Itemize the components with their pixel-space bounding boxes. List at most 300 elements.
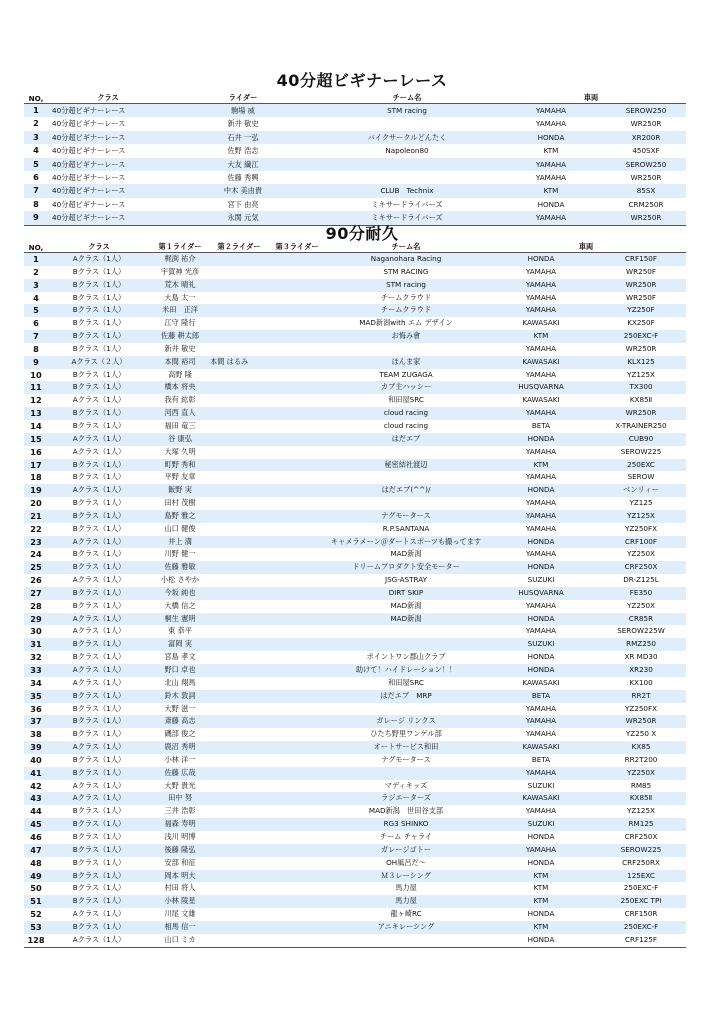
- cell-rider: 新井 敬史: [227, 119, 259, 129]
- cell-model: CR85R: [596, 613, 686, 626]
- cell-rider1: 川尾 文雄: [164, 909, 196, 919]
- cell-maker: BETA: [531, 420, 551, 430]
- cell-team: STM racing: [318, 104, 496, 118]
- cell-class: Bクラス（1人）: [48, 279, 150, 292]
- cell-rider1: 川野 健一: [164, 549, 196, 559]
- cell-rider1: 大野 滋一: [164, 703, 196, 713]
- cell-class: 40分超ビギナーレース: [48, 184, 168, 197]
- table-row: [24, 600, 686, 613]
- cell-rider2: [210, 780, 268, 793]
- cell-team: チーム チャライ: [379, 831, 433, 841]
- table-row: [24, 144, 686, 157]
- cell-model: CRF150R: [624, 909, 658, 919]
- cell-model: RM85: [630, 780, 652, 790]
- cell-rider3: [268, 433, 326, 446]
- cell-class: Bクラス（1人）: [72, 806, 126, 816]
- cell-rider1: 大橋 信之: [164, 600, 196, 610]
- cell-maker: SUZUKI: [486, 818, 596, 831]
- cell-rider1: 小林 陵星: [150, 895, 210, 908]
- cell-class: 40分超ビギナーレース: [48, 104, 168, 118]
- cell-model: YZ250F: [596, 304, 686, 317]
- cell-team: [326, 497, 486, 510]
- table-row: [24, 613, 686, 626]
- cell-rider2: [210, 459, 268, 472]
- cell-maker: HONDA: [486, 613, 596, 626]
- cell-no: 34: [30, 677, 42, 688]
- cell-team: cloud racing: [383, 420, 429, 430]
- cell-rider1: 鈴木 敦詞: [150, 690, 210, 703]
- cell-rider3: [268, 818, 326, 831]
- cell-no: 1: [24, 104, 48, 118]
- cell-maker: KTM: [486, 870, 596, 883]
- cell-no: 30: [30, 626, 42, 637]
- cell-rider2: [210, 510, 268, 523]
- table-row: [24, 117, 686, 130]
- cell-rider3: [268, 381, 326, 394]
- cell-maker: KTM: [533, 883, 549, 893]
- cell-rider2: [210, 279, 268, 292]
- cell-maker: HONDA: [486, 934, 596, 947]
- cell-team: STM racing: [326, 279, 486, 292]
- cell-class: Bクラス（1人）: [48, 844, 150, 857]
- cell-no: 41: [24, 767, 48, 780]
- cell-rider: 中木 美由貴: [168, 184, 318, 197]
- cell-rider1: 岡本 明大: [150, 870, 210, 883]
- table-row: [24, 369, 686, 382]
- cell-rider3: [268, 613, 326, 626]
- cell-team: 和田屋SRC: [388, 395, 424, 405]
- cell-model: RM125: [596, 818, 686, 831]
- cell-rider1: 東 恭平: [168, 626, 192, 636]
- cell-rider3: [268, 304, 326, 317]
- cell-maker: KTM: [486, 895, 596, 908]
- cell-model: CRF250X: [596, 561, 686, 574]
- cell-maker: KAWASAKI: [486, 741, 596, 754]
- cell-no: 39: [24, 741, 48, 754]
- cell-rider3: [268, 895, 326, 908]
- table-row: [24, 882, 686, 895]
- cell-maker: HONDA: [486, 433, 596, 446]
- cell-team: CLUB Technix: [318, 184, 496, 197]
- cell-team: TEAM ZUGAGA: [379, 369, 433, 379]
- table-row: [24, 407, 686, 420]
- cell-rider3: [268, 356, 326, 369]
- cell-model: KX250F: [627, 318, 655, 328]
- cell-rider3: [268, 279, 326, 292]
- cell-rider1: 山口 健俊: [164, 523, 196, 533]
- cell-rider2: [210, 317, 268, 330]
- cell-team: Naganohara Racing: [326, 253, 486, 266]
- cell-class: Bクラス（1人）: [72, 600, 126, 610]
- cell-team: バイクサークルどんたく: [318, 131, 496, 144]
- cell-rider1: 後藤 隆弘: [150, 844, 210, 857]
- cell-model: CRF250X: [624, 831, 658, 841]
- cell-maker: KAWASAKI: [486, 792, 596, 805]
- cell-rider2: [210, 266, 268, 279]
- cell-no: 28: [30, 600, 42, 611]
- table-row: [24, 870, 686, 883]
- section1-title: 40分超ビギナーレース: [276, 71, 448, 90]
- cell-rider2: [210, 934, 268, 947]
- cell-no: 31: [24, 638, 48, 651]
- cell-model: X-TRAINER250: [615, 420, 667, 430]
- cell-team: R.P.SANTANA: [382, 523, 430, 533]
- cell-no: 17: [24, 459, 48, 472]
- cell-class: Bクラス（1人）: [48, 407, 150, 420]
- cell-rider2: [210, 420, 268, 433]
- cell-maker: YAMAHA: [496, 104, 606, 118]
- cell-rider1: 高野 隆: [168, 369, 192, 379]
- cell-rider2: [210, 484, 268, 497]
- cell-team: [326, 446, 486, 459]
- cell-no: 16: [30, 446, 42, 457]
- cell-rider3: [268, 934, 326, 947]
- table-row: [24, 253, 686, 266]
- table-row: [24, 304, 686, 317]
- cell-model: DR-Z125L: [623, 575, 659, 585]
- cell-team: MAD新潟: [326, 613, 486, 626]
- table-row: [24, 523, 686, 536]
- cell-model: 250EXC-F: [596, 330, 686, 343]
- cell-no: 11: [24, 381, 48, 394]
- cell-team: 和田屋SRC: [388, 677, 424, 687]
- cell-class: Bクラス（1人）: [48, 715, 150, 728]
- cell-rider2: [210, 792, 268, 805]
- cell-team: ほんま家: [326, 356, 486, 369]
- table-row: [24, 536, 686, 549]
- cell-maker: BETA: [486, 690, 596, 703]
- cell-maker: YAMAHA: [486, 844, 596, 857]
- table-row: [24, 548, 686, 561]
- cell-no: 8: [33, 198, 39, 209]
- cell-rider1: 新井 敬史: [164, 343, 196, 353]
- cell-class: Bクラス（1人）: [72, 266, 126, 276]
- cell-rider3: [268, 266, 326, 279]
- cell-rider2: [210, 381, 268, 394]
- cell-maker: HONDA: [486, 536, 596, 549]
- cell-rider3: [268, 369, 326, 382]
- table-row: [24, 844, 686, 857]
- cell-model: CRF150F: [596, 253, 686, 266]
- cell-no: 18: [30, 472, 42, 483]
- cell-rider3: [268, 664, 326, 677]
- cell-no: 35: [24, 690, 48, 703]
- cell-model: YZ125X: [627, 369, 655, 379]
- cell-rider2: [210, 407, 268, 420]
- cell-rider2: 本間 はるみ: [210, 356, 268, 369]
- cell-class: Bクラス（1人）: [72, 652, 126, 662]
- cell-team: [318, 117, 496, 130]
- cell-model: WR250R: [606, 211, 686, 225]
- cell-no: 9: [24, 211, 48, 225]
- cell-model: RR2T200: [624, 754, 658, 764]
- cell-class: 40分超ビギナーレース: [52, 199, 126, 209]
- cell-rider3: [268, 471, 326, 484]
- cell-class: Bクラス（1人）: [48, 381, 150, 394]
- cell-rider3: [268, 908, 326, 921]
- table-row: [24, 895, 686, 908]
- cell-rider2: [210, 561, 268, 574]
- cell-rider2: [210, 882, 268, 895]
- cell-rider3: [268, 317, 326, 330]
- cell-rider1: 井上 満: [150, 536, 210, 549]
- cell-maker: YAMAHA: [525, 806, 557, 816]
- cell-team: [326, 767, 486, 780]
- cell-rider1: 磯部 俊之: [164, 729, 196, 739]
- cell-rider2: [210, 921, 268, 934]
- cell-class: Bクラス（1人）: [72, 754, 126, 764]
- table-row: [24, 728, 686, 741]
- cell-team: ガレージゴトー: [326, 844, 486, 857]
- cell-team: はだエブ MRP: [326, 690, 486, 703]
- table-row: [24, 767, 686, 780]
- cell-maker: KTM: [486, 921, 596, 934]
- cell-team: OH風呂だ～: [386, 857, 426, 867]
- cell-model: WR250R: [630, 173, 662, 183]
- cell-rider1: 大塚 久明: [164, 446, 196, 456]
- cell-maker: YAMAHA: [525, 446, 557, 456]
- cell-class: Bクラス（1人）: [48, 638, 150, 651]
- cell-no: 36: [30, 703, 42, 714]
- cell-model: XR230: [596, 664, 686, 677]
- cell-model: YZ250FX: [624, 703, 658, 713]
- cell-rider2: [210, 471, 268, 484]
- cell-team: 助けて！ハイドレーション！！: [326, 664, 486, 677]
- table-row: [24, 651, 686, 664]
- cell-rider3: [268, 548, 326, 561]
- cell-team: アニキレーシング: [326, 921, 486, 934]
- cell-rider1: 浅川 明博: [164, 831, 196, 841]
- cell-maker: YAMAHA: [486, 304, 596, 317]
- cell-no: 8: [33, 343, 39, 354]
- table-row: [24, 279, 686, 292]
- cell-maker: HONDA: [537, 199, 565, 209]
- cell-maker: YAMAHA: [525, 472, 557, 482]
- cell-model: SEROW: [627, 472, 655, 482]
- cell-class: 40分超ビギナーレース: [48, 158, 168, 171]
- cell-model: 250EXC: [596, 459, 686, 472]
- cell-rider3: [268, 741, 326, 754]
- table-row: [24, 343, 686, 356]
- header-class: クラス: [48, 93, 168, 104]
- cell-rider1: 北山 翔馬: [164, 677, 196, 687]
- cell-model: YZ250 X: [625, 729, 657, 739]
- table-row: [24, 638, 686, 651]
- cell-class: Bクラス（1人）: [72, 523, 126, 533]
- cell-maker: YAMAHA: [486, 279, 596, 292]
- cell-no: 27: [24, 587, 48, 600]
- cell-maker: YAMAHA: [535, 173, 567, 183]
- cell-class: Bクラス（1人）: [72, 420, 126, 430]
- cell-model: CRF100F: [596, 536, 686, 549]
- header-vehicle: 車両: [496, 93, 686, 104]
- table-body: [24, 253, 686, 948]
- header-rider2: 第２ライダー: [210, 242, 268, 253]
- cell-rider3: [268, 805, 326, 818]
- cell-rider: 佐藤 秀興: [227, 173, 259, 183]
- cell-rider1: 橋本 将央: [150, 381, 210, 394]
- cell-rider1: 佐藤 雅敏: [150, 561, 210, 574]
- section2-title: 90分耐久: [325, 224, 399, 243]
- cell-rider2: [210, 394, 268, 407]
- cell-rider2: [210, 304, 268, 317]
- cell-rider1: 大島 太一: [164, 292, 196, 302]
- table-header-row: [24, 242, 686, 253]
- cell-model: RMZ250: [596, 638, 686, 651]
- header-vehicle: 車両: [486, 242, 686, 253]
- cell-team: DIRT SKIP: [326, 587, 486, 600]
- cell-rider3: [268, 651, 326, 664]
- cell-maker: YAMAHA: [486, 407, 596, 420]
- cell-rider2: [210, 895, 268, 908]
- cell-rider: 宮下 由亮: [227, 199, 259, 209]
- cell-rider3: [268, 459, 326, 472]
- cell-rider2: [210, 690, 268, 703]
- cell-team: 秘密結社渡辺: [326, 459, 486, 472]
- cell-no: 23: [24, 536, 48, 549]
- cell-class: Aクラス（1人）: [48, 536, 150, 549]
- cell-maker: YAMAHA: [496, 211, 606, 225]
- cell-no: 51: [24, 895, 48, 908]
- cell-team: MAD新潟: [390, 600, 422, 610]
- table-row: [24, 104, 686, 118]
- cell-class: Bクラス（1人）: [48, 510, 150, 523]
- cell-rider3: [268, 394, 326, 407]
- cell-rider2: [210, 844, 268, 857]
- cell-team: MAD新潟: [390, 549, 422, 559]
- cell-maker: YAMAHA: [486, 767, 596, 780]
- cell-team: 龍ヶ崎RC: [390, 909, 422, 919]
- cell-rider1: 田中 努: [150, 792, 210, 805]
- cell-rider3: [268, 625, 326, 638]
- cell-rider1: 鹿沼 秀明: [150, 741, 210, 754]
- cell-model: KX85: [596, 741, 686, 754]
- cell-maker: KTM: [543, 146, 559, 156]
- cell-team: ひたち野里ワンゲル部: [370, 729, 442, 739]
- cell-class: 40分超ビギナーレース: [52, 146, 126, 156]
- table-header-row: [24, 93, 686, 104]
- cell-rider2: [210, 433, 268, 446]
- cell-no: 37: [24, 715, 48, 728]
- cell-rider2: [210, 613, 268, 626]
- cell-rider1: 大野 貴光: [164, 780, 196, 790]
- cell-model: YZ125X: [596, 510, 686, 523]
- table-row: [24, 266, 686, 279]
- cell-maker: KAWASAKI: [522, 318, 560, 328]
- cell-model: RR2T: [596, 690, 686, 703]
- cell-model: 125EXC: [596, 870, 686, 883]
- cell-rider2: [210, 330, 268, 343]
- cell-rider3: [268, 882, 326, 895]
- cell-model: SEROW250: [606, 104, 686, 118]
- cell-rider2: [210, 587, 268, 600]
- cell-rider1: 今坂 純也: [150, 587, 210, 600]
- cell-model: KX100: [629, 677, 653, 687]
- cell-maker: SUZUKI: [527, 780, 555, 790]
- cell-rider1: 山口 ミカ: [150, 934, 210, 947]
- cell-no: 52: [30, 909, 42, 920]
- cell-rider2: [210, 805, 268, 818]
- table-row: [24, 446, 686, 459]
- cell-rider1: 我有 紘彰: [164, 395, 196, 405]
- cell-class: 40分超ビギナーレース: [48, 131, 168, 144]
- cell-model: KX85Ⅱ: [596, 792, 686, 805]
- cell-no: 3: [24, 131, 48, 144]
- cell-team: JSG-ASTRAY: [384, 575, 427, 585]
- cell-no: 46: [30, 831, 42, 842]
- cell-no: 22: [30, 523, 42, 534]
- cell-rider1: 河西 直人: [150, 407, 210, 420]
- table-row: [24, 356, 686, 369]
- cell-no: 33: [24, 664, 48, 677]
- cell-class: Bクラス（1人）: [72, 318, 126, 328]
- cell-model: CRF125F: [596, 934, 686, 947]
- cell-class: Bクラス（1人）: [48, 767, 150, 780]
- cell-no: 10: [30, 369, 42, 380]
- cell-rider2: [210, 446, 268, 459]
- cell-no: 21: [24, 510, 48, 523]
- cell-no: 14: [30, 420, 42, 431]
- cell-maker: SUZUKI: [527, 575, 555, 585]
- cell-no: 2: [33, 266, 39, 277]
- cell-class: Aクラス（1人）: [48, 484, 150, 497]
- cell-no: 20: [30, 498, 42, 509]
- table-row: [24, 158, 686, 171]
- table-row: [24, 754, 686, 767]
- cell-team: ラジエーターズ: [326, 792, 486, 805]
- cell-no: 5: [24, 158, 48, 171]
- cell-team: [326, 343, 486, 356]
- cell-rider2: [210, 497, 268, 510]
- cell-no: 7: [24, 330, 48, 343]
- cell-team: マディキッズ: [384, 780, 428, 790]
- cell-rider2: [210, 664, 268, 677]
- cell-no: 19: [24, 484, 48, 497]
- cell-model: YZ250FX: [624, 523, 658, 533]
- cell-rider1: 飯野 実: [150, 484, 210, 497]
- cell-maker: BETA: [531, 754, 551, 764]
- cell-rider3: [268, 600, 326, 613]
- cell-rider1: 小松 さやか: [160, 575, 200, 585]
- cell-team: Ｍ３レーシング: [326, 870, 486, 883]
- cell-no: 45: [24, 818, 48, 831]
- table-row: [24, 198, 686, 211]
- cell-maker: YAMAHA: [525, 549, 557, 559]
- cell-class: Bクラス（1人）: [72, 292, 126, 302]
- table-row: [24, 394, 686, 407]
- cell-rider2: [210, 600, 268, 613]
- cell-rider3: [268, 484, 326, 497]
- cell-class: Bクラス（1人）: [72, 472, 126, 482]
- cell-maker: HONDA: [527, 857, 555, 867]
- cell-team: カブ主ハッシー: [326, 381, 486, 394]
- cell-rider3: [268, 343, 326, 356]
- table-row: [24, 484, 686, 497]
- cell-rider3: [268, 767, 326, 780]
- cell-class: Aクラス（1人）: [48, 934, 150, 947]
- cell-rider: 佐野 浩志: [227, 146, 259, 156]
- table-row: [24, 574, 686, 587]
- table-row: [24, 921, 686, 934]
- cell-no: 24: [30, 549, 42, 560]
- table-row: [24, 664, 686, 677]
- cell-no: 25: [24, 561, 48, 574]
- cell-rider1: 梶渕 祐介: [150, 253, 210, 266]
- table-row: [24, 805, 686, 818]
- cell-rider1: 相馬 信一: [150, 921, 210, 934]
- cell-rider2: [210, 715, 268, 728]
- cell-model: YZ125: [629, 498, 653, 508]
